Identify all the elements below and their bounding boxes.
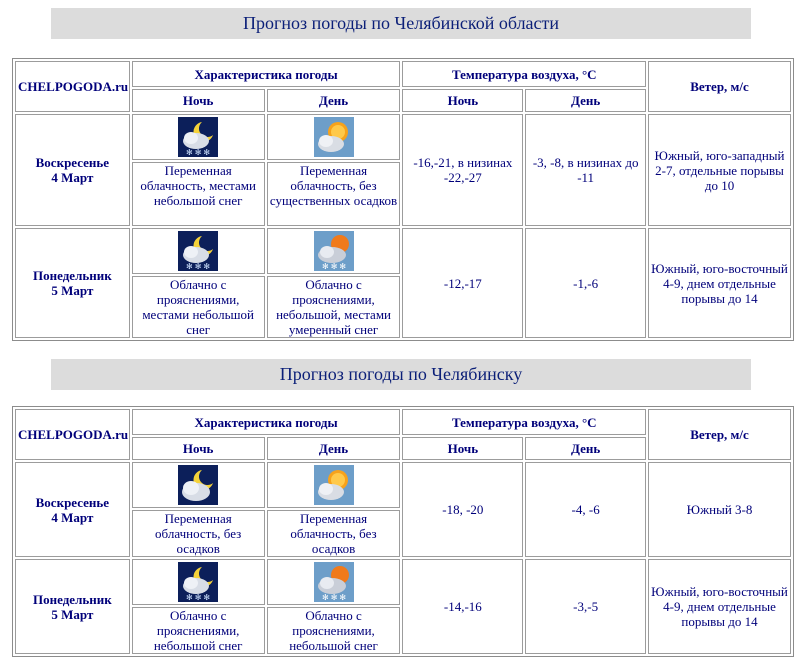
day-cell (15, 228, 130, 338)
day-cell (15, 559, 130, 654)
section-title-region: Прогноз погоды по Челябинской области (51, 8, 751, 39)
brand-label: CHELPOGODA.ru (15, 61, 130, 112)
temp-day-value: -3,-5 (525, 559, 646, 654)
moon-cloud-icon (178, 465, 218, 505)
temp-night-value: -12,-17 (402, 228, 523, 338)
forecast-table-region (12, 58, 794, 341)
moon-cloud-snow-icon (178, 562, 218, 602)
sun-cloud-snow-icon (314, 562, 354, 602)
day-description: Переменная облачность, без осадков (267, 510, 401, 557)
weather-header: Характеристика погоды (132, 409, 401, 435)
temp-day-value: -3, -8, в низинах до -11 (525, 114, 646, 226)
day-name: Понедельник (33, 268, 112, 283)
forecast-table-city (12, 406, 794, 657)
moon-cloud-snow-icon (178, 231, 218, 271)
day-cell (15, 114, 130, 226)
brand-label: CHELPOGODA.ru (15, 409, 130, 460)
day-date: 5 Март (51, 283, 94, 298)
night-description: Облачно с прояснениями, местами небольшой снег (132, 276, 265, 338)
weather-day-header: День (267, 437, 401, 460)
day-name: Воскресенье (35, 155, 110, 170)
weather-night-header: Ночь (132, 437, 265, 460)
night-icon-cell (132, 559, 265, 605)
svg-text:✻ ✻ ✻: ✻ ✻ ✻ (186, 148, 211, 157)
sun-cloud-snow-icon (314, 231, 354, 271)
section-title-city: Прогноз погоды по Челябинску (51, 359, 751, 390)
sun-cloud-icon (314, 117, 354, 157)
temp-night-value: -18, -20 (402, 462, 523, 557)
day-icon-cell (267, 462, 401, 508)
weather-day-header: День (267, 89, 401, 112)
temp-day-value: -1,-6 (525, 228, 646, 338)
temp-night-value: -16,-21, в низинах -22,-27 (402, 114, 523, 226)
temp-night-header: Ночь (402, 89, 523, 112)
night-icon-cell (132, 462, 265, 508)
temp-night-header: Ночь (402, 437, 523, 460)
day-name: Понедельник (33, 591, 112, 607)
wind-value: Южный, юго-западный 2-7, отдельные порывы до 10 (648, 114, 791, 226)
night-description: Переменная облачность, без осадков (132, 510, 265, 557)
night-icon-cell (132, 114, 265, 160)
day-description: Облачно с прояснениями, небольшой, местами умеренный снег (267, 276, 401, 338)
wind-value: Южный, юго-восточный 4-9, днем отдельные порывы до 14 (648, 228, 791, 338)
day-date: 4 Март (51, 509, 94, 525)
temp-day-header: День (525, 437, 646, 460)
day-name: Воскресенье (35, 494, 110, 510)
day-cell (15, 462, 130, 557)
sun-cloud-icon (314, 465, 354, 505)
day-icon-cell (267, 114, 401, 160)
weather-header: Характеристика погоды (132, 61, 401, 87)
temp-header: Температура воздуха, °С (402, 61, 646, 87)
svg-text:✻ ✻ ✻: ✻ ✻ ✻ (186, 593, 211, 602)
day-icon-cell (267, 559, 401, 605)
svg-text:✻ ✻ ✻: ✻ ✻ ✻ (321, 593, 346, 602)
temp-night-value: -14,-16 (402, 559, 523, 654)
weather-night-header: Ночь (132, 89, 265, 112)
day-description: Облачно с прояснениями, небольшой снег (267, 607, 401, 654)
day-description: Переменная облачность, без существенных осадков (267, 162, 401, 226)
wind-header: Ветер, м/с (648, 409, 791, 460)
temp-day-header: День (525, 89, 646, 112)
svg-text:✻ ✻ ✻: ✻ ✻ ✻ (186, 262, 211, 271)
temp-header: Температура воздуха, °С (402, 409, 646, 435)
wind-header: Ветер, м/с (648, 61, 791, 112)
wind-value: Южный 3-8 (648, 462, 791, 557)
night-icon-cell (132, 228, 265, 274)
moon-cloud-snow-icon (178, 117, 218, 157)
temp-day-value: -4, -6 (525, 462, 646, 557)
night-description: Облачно с прояснениями, небольшой снег (132, 607, 265, 654)
day-icon-cell (267, 228, 401, 274)
day-date: 4 Март (51, 170, 94, 185)
wind-value: Южный, юго-восточный 4-9, днем отдельные порывы до 14 (648, 559, 791, 654)
night-description: Переменная облачность, местами небольшой снег (132, 162, 265, 226)
day-date: 5 Март (51, 606, 94, 622)
svg-text:✻ ✻ ✻: ✻ ✻ ✻ (321, 262, 346, 271)
